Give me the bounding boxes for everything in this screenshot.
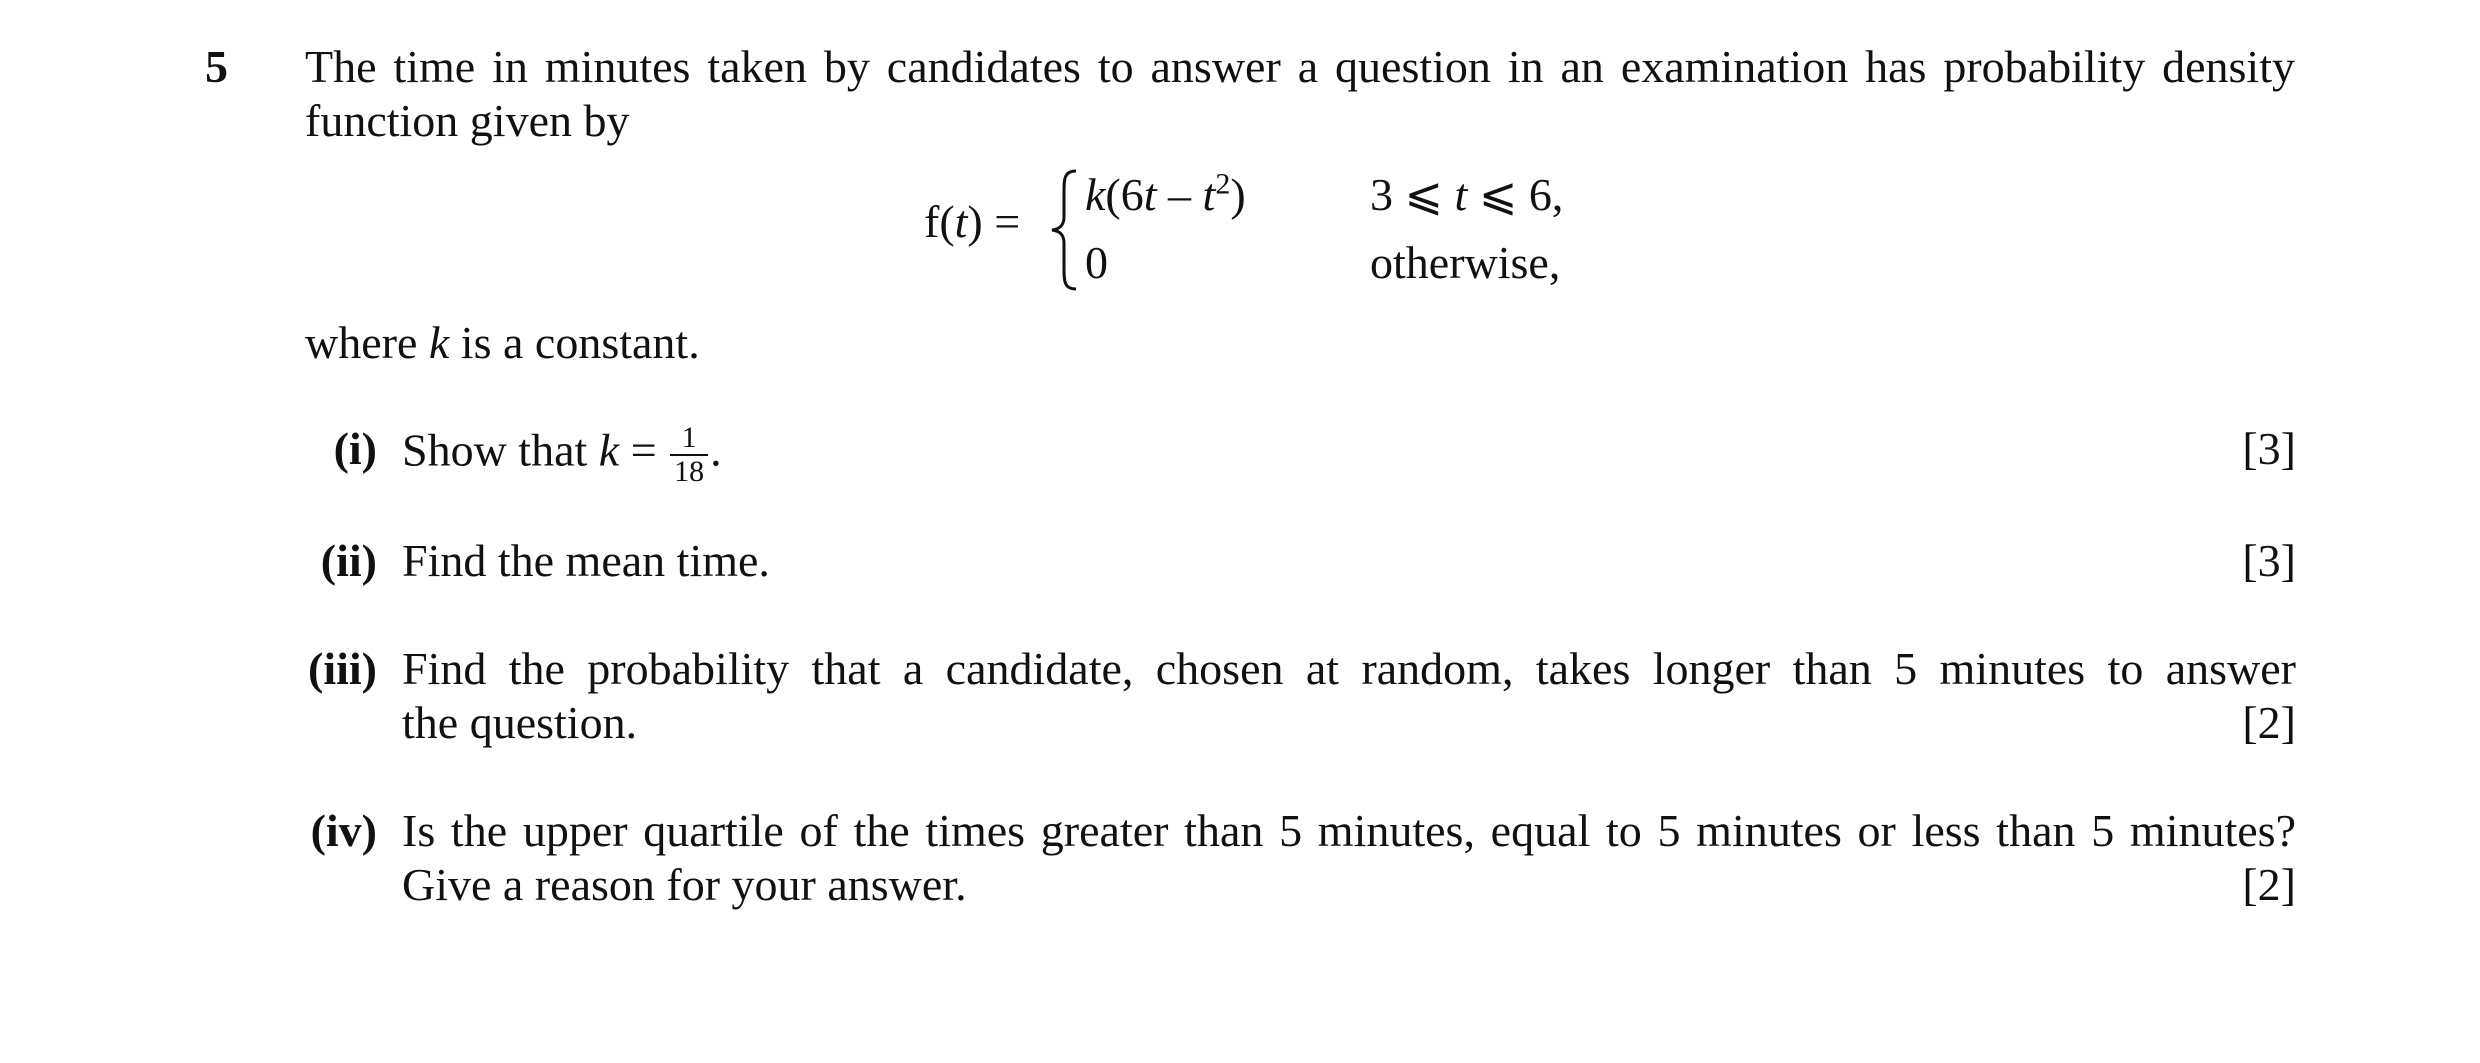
where-variable: k	[428, 317, 450, 368]
where-prefix: where	[305, 317, 429, 368]
piece1-close: )	[1230, 169, 1246, 220]
piecewise-brace	[1046, 165, 1086, 295]
constant-note	[305, 316, 700, 370]
part-i-variable: k	[598, 424, 620, 476]
piece1-minus: –	[1156, 169, 1203, 220]
part-i-text	[402, 422, 722, 488]
part-i-prefix: Show that	[402, 424, 599, 476]
part-iv-line-2: Give a reason for your answer.	[402, 859, 967, 910]
part-i-fraction	[670, 422, 708, 488]
intro-line-1: The time in minutes taken by candidates to answer a question in an examination has probability density	[305, 41, 2295, 92]
part-i-marks: [3]	[2242, 423, 2296, 474]
piece1-exponent: 2	[1215, 167, 1231, 201]
part-ii-label: (ii)	[320, 535, 377, 586]
function-lhs	[924, 195, 1020, 249]
part-iv-marks: [2]	[2242, 859, 2296, 910]
cond1-left: 3 ⩽	[1370, 169, 1455, 220]
part-iv-line-1: Is the upper quartile of the times greater than 5 minutes, equal to 5 minutes or less than 5 minutes?	[402, 805, 2296, 856]
piece1-k: k	[1085, 169, 1106, 220]
cond1-variable: t	[1454, 169, 1468, 220]
piece1-t2: t	[1202, 169, 1216, 220]
part-i-label: (i)	[333, 423, 377, 474]
lhs-variable: t	[954, 196, 968, 247]
intro-line-2: function given by	[305, 95, 630, 146]
part-i-equals: =	[619, 424, 669, 476]
part-ii-marks: [3]	[2242, 535, 2296, 586]
fraction-denominator: 18	[674, 455, 705, 488]
piece-2-expression: 0	[1085, 237, 1108, 288]
piece-1-expression	[1085, 168, 1246, 222]
question-number: 5	[205, 41, 228, 92]
part-iv-text	[402, 804, 2296, 912]
where-suffix: is a constant.	[449, 317, 700, 368]
part-iii-text	[402, 642, 2296, 750]
piece1-t: t	[1143, 169, 1157, 220]
part-iv-label: (iv)	[310, 805, 377, 856]
part-iii-label: (iii)	[308, 643, 377, 694]
piece-1-condition	[1370, 168, 1563, 222]
lhs-f: f(	[924, 196, 955, 247]
piece1-open: (6	[1105, 169, 1144, 220]
question-intro	[305, 40, 2295, 148]
part-i-suffix: .	[710, 424, 722, 476]
cond1-right: ⩽ 6,	[1467, 169, 1564, 220]
fraction-numerator: 1	[670, 422, 708, 456]
part-ii-text: Find the mean time.	[402, 535, 770, 586]
piece-2-condition: otherwise,	[1370, 237, 1561, 288]
part-iii-line-1: Find the probability that a candidate, chosen at random, takes longer than 5 minutes to answer	[402, 643, 2296, 694]
lhs-close: ) =	[967, 196, 1021, 247]
part-iii-line-2: the question.	[402, 697, 638, 748]
part-iii-marks: [2]	[2242, 697, 2296, 748]
